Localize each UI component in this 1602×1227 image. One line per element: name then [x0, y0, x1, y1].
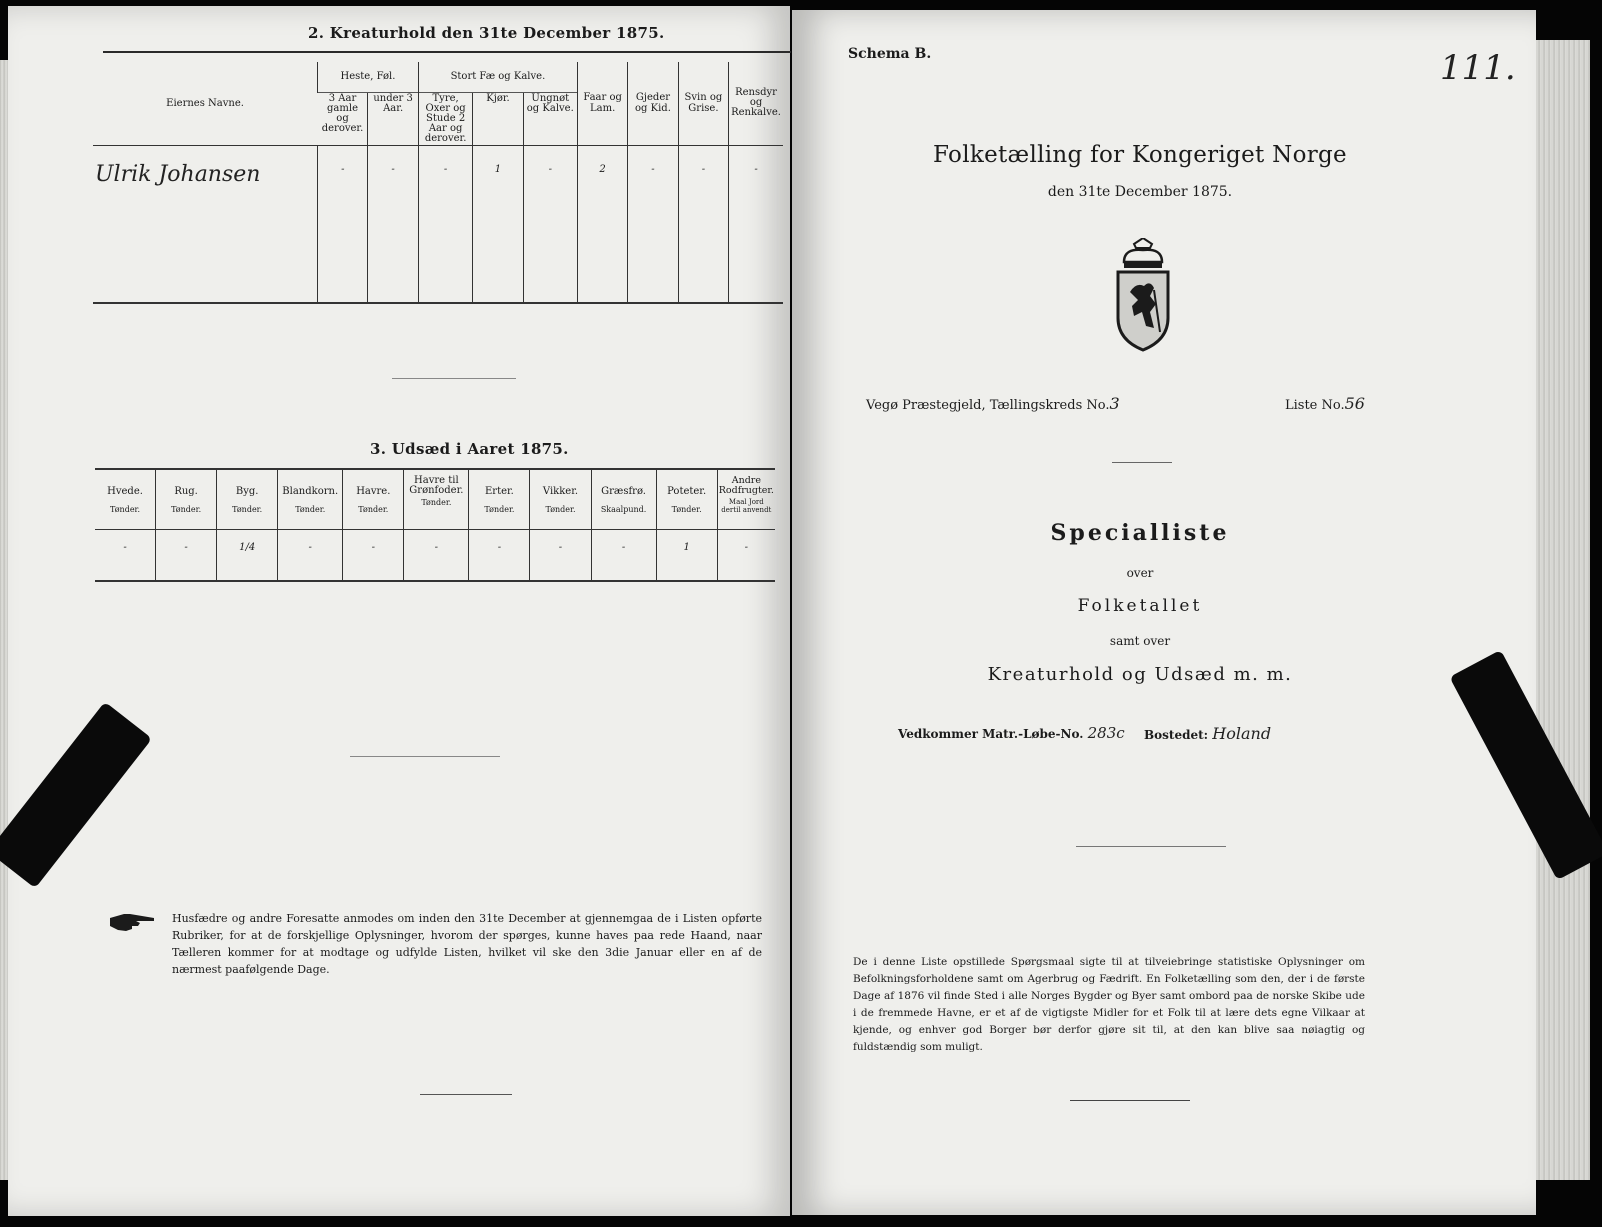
crop-name: Blandkorn. [282, 486, 339, 497]
folketallet-label: Folketallet [1077, 596, 1203, 616]
pigs-header: Svin og Grise. [678, 62, 728, 145]
empty-cell [473, 215, 523, 303]
matr-label: Vedkommer Matr.-Løbe-No. [898, 727, 1084, 741]
divider-line [392, 378, 516, 379]
census-date: den 31te December 1875. [1047, 184, 1233, 200]
owner-header: Eiernes Navne. [166, 97, 244, 109]
cattle-group-header: Stort Fæ og Kalve. [418, 62, 577, 92]
crop-name: Vikker. [542, 486, 579, 497]
livestock-cell: - [368, 145, 418, 215]
sowing-cell: 1/4 [217, 529, 278, 581]
sheep-header: Faar og Lam. [578, 62, 628, 145]
crop-name: Havre. [356, 486, 391, 497]
crop-unit: Tønder. [171, 505, 202, 514]
census-title: Folketælling for Kongeriget Norge [933, 142, 1347, 168]
list-label: Liste No. [1285, 398, 1345, 413]
page-number: 111. [1440, 48, 1516, 88]
divider-line [350, 756, 500, 757]
crop-header [217, 469, 278, 529]
empty-cell [729, 215, 783, 303]
bosted-line [1144, 724, 1271, 743]
empty-cell [628, 215, 679, 303]
crop-unit: Skaalpund. [600, 505, 647, 514]
sowing-cell: - [591, 529, 656, 581]
divider-line [420, 1094, 512, 1095]
livestock-cell: - [729, 145, 783, 215]
livestock-table [93, 62, 783, 304]
bosted-value: Holand [1212, 724, 1272, 743]
crop-unit: Tønder. [484, 505, 515, 514]
section3-title: 3. Udsæd i Aaret 1875. [370, 440, 569, 458]
crop-header [591, 469, 656, 529]
empty-cell [578, 215, 628, 303]
crop-header [156, 469, 217, 529]
kreaturhold-label: Kreaturhold og Udsæd m. m. [987, 664, 1293, 685]
divider-line [1076, 846, 1226, 847]
right-page-edge [1536, 40, 1590, 1180]
sowing-cell: - [278, 529, 343, 581]
sowing-cell: - [123, 541, 127, 553]
crop-unit: Tønder. [545, 505, 576, 514]
horses-group-header: Heste, Føl. [318, 62, 419, 92]
empty-cell [368, 215, 418, 303]
horses-young-header: under 3 Aar. [368, 92, 418, 145]
sowing-cell: - [156, 529, 217, 581]
crop-name: Havre til Grønfoder. [409, 475, 464, 496]
crop-header [469, 469, 530, 529]
empty-cell [418, 215, 473, 303]
samt-label: samt over [1109, 634, 1171, 648]
list-value: 56 [1344, 394, 1365, 413]
cows-header: Kjør. [473, 92, 523, 145]
livestock-cell: - [318, 145, 368, 215]
goats-header: Gjeder og Kid. [628, 62, 679, 145]
livestock-cell: - [523, 145, 578, 215]
crop-name: Rug. [174, 486, 198, 497]
section2-top-rule [103, 51, 791, 53]
crop-name: Hvede. [107, 486, 143, 497]
empty-cell [678, 215, 728, 303]
crop-unit: Maal Jord dertil anvendt [721, 498, 772, 514]
tally-value: 3 [1109, 394, 1120, 413]
over-label: over [1126, 566, 1154, 580]
crop-header [404, 469, 469, 529]
crop-name: Andre Rodfrugter. [718, 475, 774, 496]
crop-unit: Tønder. [358, 505, 389, 514]
section2-title: 2. Kreaturhold den 31te December 1875. [308, 24, 665, 42]
divider-line [1112, 462, 1172, 463]
specialliste-heading: Specialliste [1050, 520, 1230, 546]
reindeer-header: Rensdyr og Renkalve. [729, 62, 783, 145]
sowing-cell: - [530, 529, 591, 581]
livestock-cell: - [628, 145, 679, 215]
bosted-label: Bostedet: [1144, 728, 1209, 742]
divider-line [1070, 1100, 1190, 1101]
crop-name: Byg. [235, 486, 259, 497]
matr-line [898, 724, 1125, 742]
matr-value: 283c [1087, 724, 1125, 742]
owner-name: Ulrik Johansen [95, 161, 261, 187]
crop-name: Græsfrø. [601, 486, 646, 497]
sowing-cell: - [404, 529, 469, 581]
list-number [1285, 394, 1365, 413]
livestock-cell: - [678, 145, 728, 215]
crop-header [717, 469, 775, 529]
empty-cell [318, 215, 368, 303]
horses-old-header: 3 Aar gamle og derover. [318, 92, 368, 145]
owner-cell [93, 145, 318, 215]
empty-cell [93, 215, 318, 303]
crop-name: Poteter. [667, 486, 707, 497]
livestock-cell: 2 [578, 145, 628, 215]
crop-header [95, 469, 156, 529]
pointing-hand-icon [108, 910, 158, 938]
crop-unit: Tønder. [232, 505, 263, 514]
crop-header [530, 469, 591, 529]
sowing-cell: - [469, 529, 530, 581]
tally-label: Tællingskreds No. [989, 398, 1110, 413]
crop-unit: Tønder. [295, 505, 326, 514]
crop-unit: Tønder. [421, 498, 452, 507]
sowing-cell: - [343, 529, 404, 581]
crop-header [343, 469, 404, 529]
bulls-header: Tyre, Oxer og Stude 2 Aar og derover. [418, 92, 473, 145]
crop-header [656, 469, 717, 529]
crop-unit: Tønder. [110, 505, 141, 514]
parish-name: Vegø Præstegjeld, [866, 398, 986, 413]
district-line [866, 394, 1120, 413]
coat-of-arms-icon [1110, 238, 1176, 358]
crop-unit: Tønder. [671, 505, 702, 514]
livestock-cell: - [418, 145, 473, 215]
livestock-cell: 1 [473, 145, 523, 215]
sowing-table [95, 468, 775, 582]
empty-cell [523, 215, 578, 303]
crop-header [278, 469, 343, 529]
sowing-cell: - [717, 529, 775, 581]
young-cattle-header: Ungnøt og Kalve. [523, 92, 578, 145]
footer-text: De i denne Liste opstillede Spørgsmaal sigte til at tilveiebringe statistiske Oplysninger om Befolkningsforholdene samt om Agerbrug og Fædrift. En Folketælling som den, der i de første Dage af 1876 vil finde Sted i alle Norges Bygder og Byer samt ombord paa de norske Skibe ude i de fremmede Havne, er et af de vigtigste Midler for et Folk til at lære dets egne Vilkaar at kjende, og enhver god Borger bør derfor gjøre sit til, at den kan blive saa nøiagtig og fuldstændig som muligt. [853, 956, 1365, 1053]
instruction-note: Husfædre og andre Foresatte anmodes om inden den 31te December at gjennemgaa de i Listen opførte Rubriker, for at de forskjellige Oplysninger, hvorom der spørges, kunne haves paa rede Haand, naar Tælleren kommer for at modtage og udfylde Listen, hvilket vil ske den 3die Januar eller en af de nærmest paafølgende Dage. [172, 912, 762, 976]
sowing-cell: 1 [656, 529, 717, 581]
crop-name: Erter. [484, 486, 514, 497]
schema-label: Schema B. [848, 46, 932, 62]
